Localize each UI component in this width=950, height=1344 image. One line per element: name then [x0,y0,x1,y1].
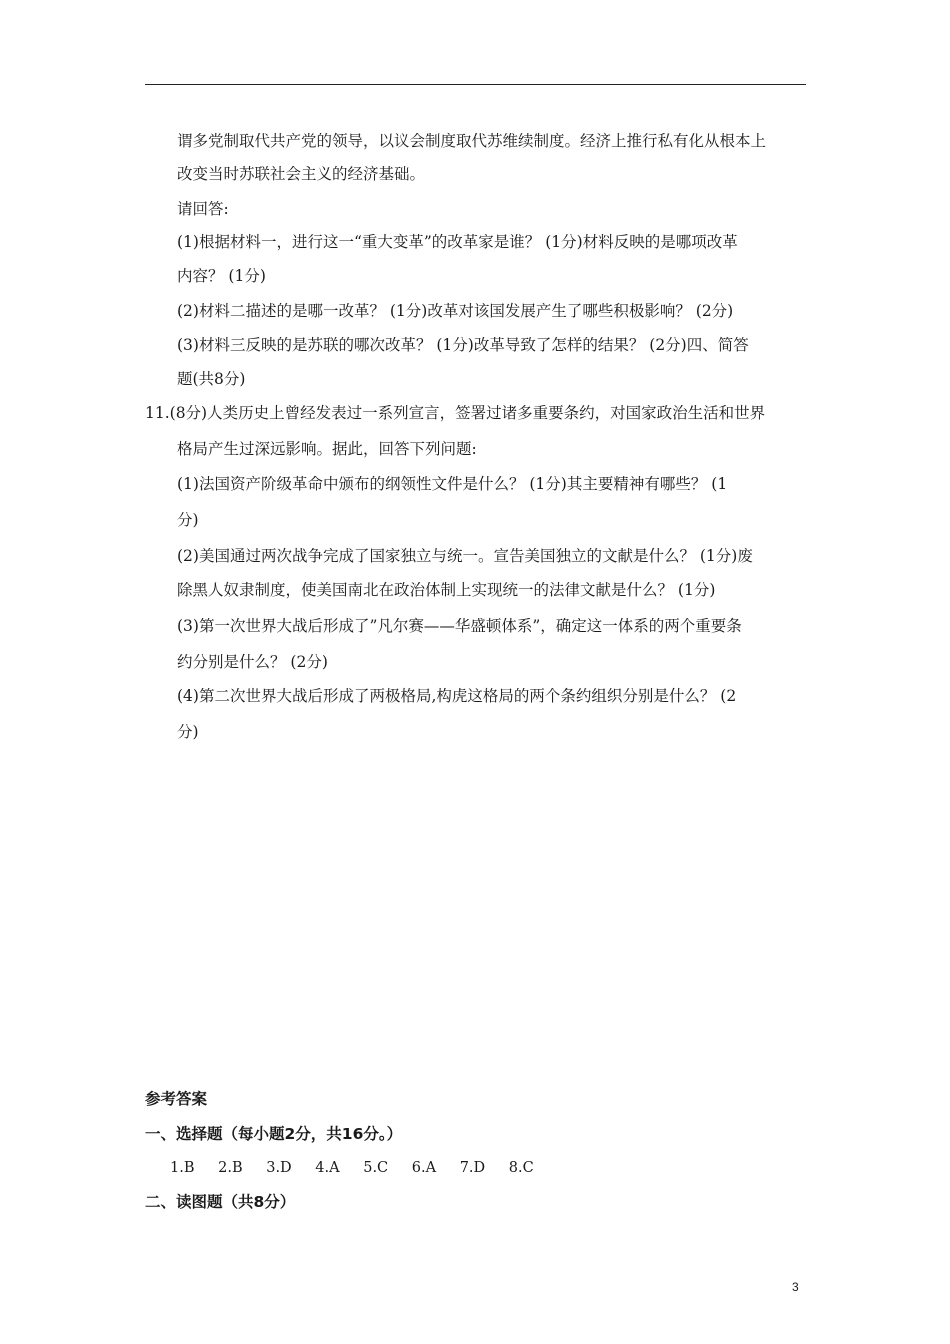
answer-item: 1.B [170,1160,195,1176]
q11-part2-line-1: (2)美国通过两次战争完成了国家独立与统一。宣告美国独立的文献是什么？ (1分)废 [177,547,753,565]
q11-part2-line-2: 除黑人奴隶制度，使美国南北在政治体制上实现统一的法律文献是什么？ (1分) [177,581,716,599]
q11-part3-line-2: 约分别是什么？ (2分) [177,653,328,671]
material3-line-1: 谓多党制取代共产党的领导，以议会制度取代苏维续制度。经济上推行私有化从根本上 [177,132,767,150]
answer-prompt: 请回答: [177,200,229,218]
q10-part1-line-2: 内容？ (1分) [177,267,266,285]
q11-part4-line-1: (4)第二次世界大战后形成了两极格局,构虎这格局的两个条约组织分别是什么？ (2 [177,687,737,705]
q11-part3-line-1: (3)第一次世界大战后形成了”凡尔赛——华盛顿体系”，确定这一体系的两个重要条 [177,617,742,635]
material3-line-2: 改变当时苏联社会主义的经济基础。 [177,165,426,183]
q10-part3-line-1: (3)材料三反映的是苏联的哪次改革？ (1分)改革导致了怎样的结果？ (2分)四、简答 [177,336,749,354]
answer-key-title: 参考答案 [145,1090,208,1108]
answer-section1-title: 一、选择题（每小题2分，共16分。） [145,1125,403,1143]
q10-part1-line-1: (1)根据材料一，进行这一“重大变革”的改革家是谁？ (1分)材料反映的是哪项改革 [177,233,738,251]
q11-intro-line-1: 11.(8分)人类历史上曾经发表过一系列宣言，签署过诸多重要条约，对国家政治生活和世界 [145,404,766,422]
answer-section1-list [170,1158,553,1178]
header-rule [145,84,806,85]
answer-item: 2.B [218,1160,243,1176]
q11-intro-line-2: 格局产生过深远影响。据此，回答下列问题: [177,440,477,458]
q11-part1-line-2: 分) [177,511,199,529]
q10-part2: (2)材料二描述的是哪一改革？ (1分)改革对该国发展产生了哪些积极影响？ (2分) [177,302,734,320]
page-number: 3 [792,1280,799,1294]
answer-item: 5.C [363,1160,389,1176]
q11-part1-line-1: (1)法国资产阶级革命中颁布的纲领性文件是什么？ (1分)其主要精神有哪些？ (1 [177,475,728,493]
answer-item: 6.A [411,1160,437,1176]
answer-item: 3.D [266,1160,292,1176]
answer-item: 7.D [459,1160,486,1176]
q10-part3-line-2: 题(共8分) [177,370,246,388]
answer-item: 8.C [508,1160,534,1176]
answer-item: 4.A [315,1160,340,1176]
answer-section2-title: 二、读图题（共8分） [145,1193,296,1211]
q11-part4-line-2: 分) [177,723,199,741]
